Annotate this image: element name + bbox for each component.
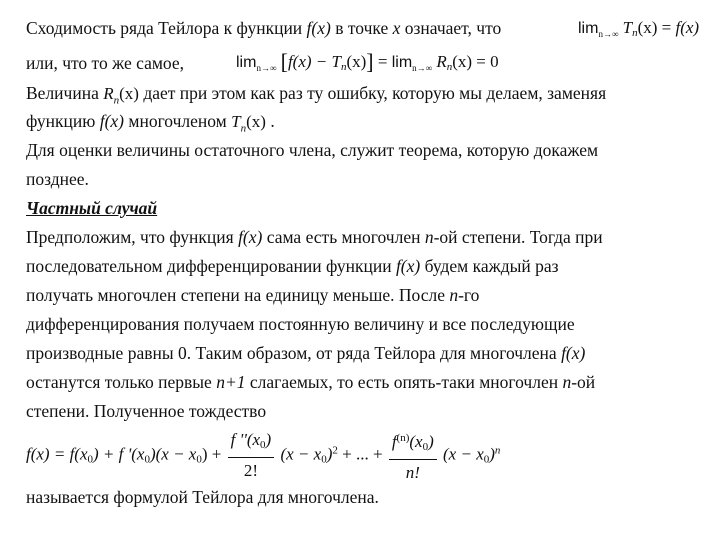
fraction-second-derivative: $\frac{f ''(x_0)}{2!}$ — [228, 430, 275, 481]
text: Сходимость ряда Тейлора к функции — [26, 18, 303, 38]
paragraph-special-3: получать многочлен степени на единицу меньше. После n-го — [26, 285, 480, 305]
fraction-nth-derivative: $\frac{f^{(n)}(x_0)}{n!}$ — [389, 428, 437, 483]
paragraph-remainder-meaning — [26, 82, 606, 111]
paragraph-special-6: останутся только первые n+1 слагаемых, то есть опять-таки многочлен n-ой — [26, 372, 596, 392]
text: означает, что — [404, 18, 502, 38]
paragraph-special-4: дифференцирования получаем постоянную величину и все последующие — [26, 314, 575, 334]
paragraph-special-5: производные равны 0. Таким образом, от ряда Тейлора для многочлена f(x) — [26, 343, 586, 363]
paragraph-convergence — [26, 17, 501, 39]
text: в точке — [335, 18, 389, 38]
math-fx: f(x) — [99, 111, 124, 131]
paragraph-special-7: степени. Полученное тождество — [26, 401, 267, 421]
text: Величина — [26, 83, 99, 103]
math-remainder: $R_n(x)$ — [103, 84, 139, 107]
text: многочленом — [128, 111, 227, 131]
math-taylor-poly: $T_n(x)$ — [231, 112, 266, 135]
text: или, что то же самое, — [26, 53, 185, 73]
paragraph-estimate-cont: позднее. — [26, 169, 89, 189]
paragraph-polynomial-replace: функцию f(x) многочленом $T_n(x)$ . — [26, 111, 275, 135]
formula-taylor-polynomial: $f(x) = f(x_0) + f$ '$(x_0)(x - x_0)$ + $\frac{f ''(x_0)}{2!}$ $(x - x_0)^2$ + ... + $\frac{f^{(n)}(x_0)}{n!}$ $(x - x_0)^n$ — [26, 430, 501, 482]
paragraph-equivalent — [26, 52, 184, 74]
text: дает при этом как раз ту ошибку, которую мы делаем, заменяя — [143, 83, 607, 103]
formula-limit-remainder: $\lim_{n\to\infty} [f(x) - T_n(x)] = \lim_{n\to\infty} R_n(x) = 0$ — [236, 49, 499, 74]
math-x: x — [392, 18, 401, 38]
math-fx: f(x) — [306, 18, 331, 38]
paragraph-special-1: Предположим, что функция f(x) сама есть многочлен n-ой степени. Тогда при — [26, 227, 603, 247]
formula-limit-taylor: $\lim_{n\to\infty} T_n(x) = f(x)$ — [578, 18, 700, 39]
paragraph-conclusion: называется формулой Тейлора для многочлена. — [26, 487, 379, 507]
paragraph-special-2: последовательном дифференцировании функции f(x) будем каждый раз — [26, 256, 559, 276]
section-heading: Частный случай — [26, 198, 158, 218]
paragraph-estimate: Для оценки величины остаточного члена, служит теорема, которую докажем — [26, 140, 599, 160]
text: функцию — [26, 111, 96, 131]
